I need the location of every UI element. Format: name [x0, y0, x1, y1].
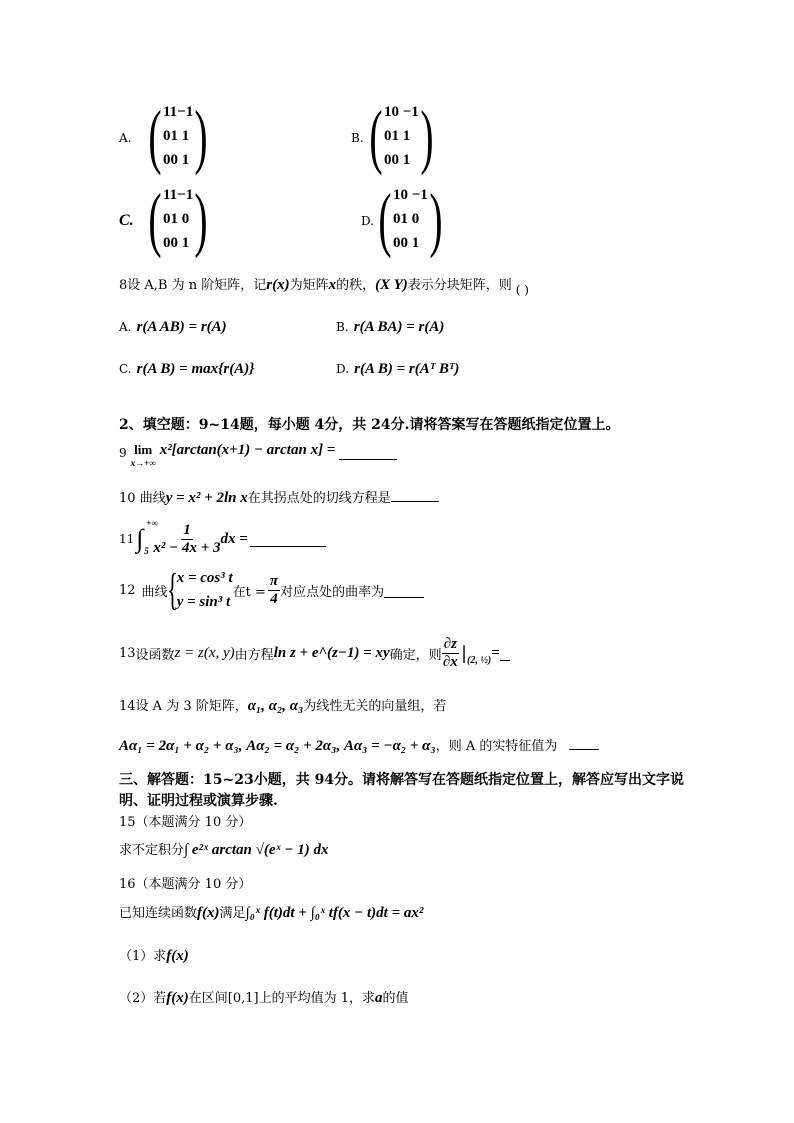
q16-expr: ∫₀ˣ f(t)dt + ∫₀ˣ tf(x − t)dt = ax²: [245, 905, 424, 921]
matrix-row: 00 1: [162, 235, 190, 251]
section-2-heading: 2、填空题：9~14题，每小题 4分，共 24分.请将答案写在答题纸指定位置上。: [119, 417, 620, 433]
q13-text: 确定，则: [389, 647, 442, 663]
q8-answer-paren: ( ): [515, 283, 529, 297]
option-expr: r(A B) = max{r(A)}: [136, 361, 255, 377]
q8-text: 设 A,B 为 n 阶矩阵，记: [127, 278, 267, 293]
q16-body: [119, 902, 423, 922]
q10-number: 10: [119, 491, 136, 506]
q12-number: 12: [119, 582, 136, 598]
q11-number: 11: [119, 532, 135, 546]
q12-text: 在t =: [232, 584, 266, 600]
q16-text: （2）若: [119, 991, 167, 1006]
q13-eval-bar: |: [460, 642, 468, 664]
q16-text: 在区间[0,1]上的平均值为 1，求: [188, 991, 376, 1006]
q13-number: 13: [119, 645, 136, 661]
matrix-row: 11−1: [162, 104, 194, 120]
q7-option-c-label: C.: [119, 212, 134, 229]
q13-equals: =: [491, 644, 500, 661]
matrix-row: 00 1: [162, 152, 190, 168]
q12-brace: {: [166, 565, 178, 614]
q9-expr: x²[arctan(x+1) − arctan x] =: [159, 442, 336, 458]
q16-text: 已知连续函数: [119, 906, 198, 921]
q7-option-d-matrix: ( 10 −1 01 0 00 1 ): [378, 179, 443, 259]
q16-fx: f(x): [166, 990, 189, 1006]
q16-part2: [119, 987, 409, 1007]
q12-fraction: [268, 573, 280, 607]
q14-vectors: α₁, α₂, α₃: [247, 698, 304, 714]
matrix-row: 01 1: [162, 128, 190, 144]
q16-fx: f(x): [197, 905, 220, 921]
q8-rank-expr: r(x): [266, 277, 290, 293]
q15-expr: ∫ e²ˣ arctan √(eˣ − 1) dx: [184, 842, 329, 858]
q8-option-d: [336, 358, 459, 378]
q7-option-b-matrix: ( 10 −1 01 1 00 1 ): [369, 96, 434, 176]
q10-answer-blank[interactable]: [391, 500, 439, 502]
q9-lim-sub: x→+∞: [130, 458, 156, 468]
q8-text: 表示分块矩阵，则: [407, 278, 512, 293]
q15-body: [119, 839, 328, 859]
q9-lim: lim: [134, 442, 153, 457]
q16-fx: f(x): [166, 948, 189, 964]
q16-part1: [119, 945, 189, 965]
q16-text: 满足: [219, 906, 246, 921]
q8-stem: [119, 274, 529, 297]
q8-option-c: [119, 358, 254, 378]
section-3-heading-line2: 明、证明过程或演算步骤.: [119, 793, 278, 809]
option-label: A.: [119, 320, 132, 334]
q14-answer-blank[interactable]: [569, 748, 599, 750]
q14-text: 为线性无关的向量组，若: [303, 699, 447, 714]
q8-number: 8: [119, 278, 128, 293]
q8-block-expr: (X Y): [375, 277, 408, 293]
option-label: C.: [119, 362, 132, 376]
q11-denominator: x² − 4x + 3: [153, 539, 221, 556]
q7-option-b-label: B.: [351, 131, 364, 145]
q12-denominator: 4: [270, 590, 278, 607]
q11-upper-limit: +∞: [146, 518, 158, 528]
q7-option-c-matrix: ( 11−1 01 0 00 1 ): [148, 179, 208, 259]
q13-numerator: ∂z: [443, 636, 457, 652]
q9: [119, 442, 397, 468]
q16-a: a: [375, 990, 383, 1006]
option-expr: r(A B) = r(Aᵀ Bᵀ): [354, 361, 460, 377]
matrix-row: 01 1: [383, 128, 411, 144]
q14-text: 设 A 为 3 阶矩阵，: [135, 699, 248, 714]
q14-text: ，则 A 的实特征值为: [435, 739, 558, 754]
q16-text: 的值: [382, 991, 409, 1006]
q14-line2: [119, 735, 599, 755]
q7-option-a-matrix: ( 11−1 01 1 00 1 ): [148, 96, 208, 176]
matrix-row: 00 1: [383, 152, 411, 168]
q10-text: 在其拐点处的切线方程是: [247, 491, 391, 506]
q11-lower-limit: 5: [144, 546, 149, 556]
q7-option-d-label: D.: [361, 214, 375, 228]
q10-text: 曲线: [139, 491, 166, 506]
q11-numerator: 1: [183, 522, 191, 538]
q13-equation: ln z + e^(z−1) = xy: [273, 644, 390, 661]
q15-header: 15（本题满分 10 分）: [119, 815, 252, 830]
q13-text: 设函数: [135, 647, 175, 663]
q8-option-a: [119, 316, 227, 336]
option-label: D.: [336, 362, 350, 376]
q13-derivative: [442, 636, 459, 670]
q13-answer-blank[interactable]: [500, 659, 510, 661]
q14-line1: [119, 695, 446, 715]
option-expr: r(A AB) = r(A): [136, 319, 227, 335]
option-expr: r(A BA) = r(A): [353, 319, 445, 335]
q11-answer-blank[interactable]: [250, 545, 326, 547]
q15-text: 求不定积分: [119, 843, 185, 858]
matrix-row: 01 0: [162, 211, 190, 227]
q11-integral-sign: ∫ +∞ 5: [136, 518, 158, 556]
matrix-row: 11−1: [162, 187, 194, 203]
q8-option-b: [336, 316, 444, 336]
q14-number: 14: [119, 699, 136, 714]
matrix-row: 00 1: [392, 235, 420, 251]
q9-number: 9: [119, 446, 127, 460]
q9-limit: [131, 442, 156, 468]
matrix-row: 10 −1: [383, 104, 419, 120]
q12-answer-blank[interactable]: [384, 596, 424, 598]
q11-tail: dx =: [220, 530, 248, 547]
q8-text: 为矩阵: [289, 278, 329, 293]
q12-system: [177, 566, 233, 614]
q8-text: 的秩，: [336, 278, 376, 293]
q13: [119, 636, 510, 670]
q10: [119, 487, 439, 507]
q13-denominator: ∂x: [442, 653, 458, 670]
q7-option-a-label: A.: [119, 131, 132, 145]
q11: [119, 518, 326, 556]
matrix-row: 01 0: [392, 211, 420, 227]
q12-numerator: π: [269, 573, 279, 589]
q12-eq2: y = sin³ t: [176, 594, 231, 610]
q12: [119, 566, 424, 614]
q16-header: 16（本题满分 10 分）: [119, 877, 252, 892]
q9-answer-blank[interactable]: [339, 458, 397, 460]
q12-eq1: x = cos³ t: [176, 570, 233, 586]
q10-expr: y = x² + 2ln x: [165, 490, 248, 506]
q12-text: 曲线: [141, 584, 168, 600]
section-3-heading-line1: 三、解答题：15~23小题，共 94分。请将解答写在答题纸指定位置上，解答应写出文字说: [119, 772, 685, 788]
q11-fraction: [153, 522, 220, 556]
q14-equations: Aα₁ = 2α₁ + α₂ + α₃, Aα₂ = α₂ + 2α₃, Aα₃ = −α₂ + α₃: [119, 738, 436, 754]
matrix-row: 10 −1: [392, 187, 428, 203]
q13-eval-point: (2, ½): [467, 654, 492, 666]
q12-text: 对应点处的曲率为: [280, 584, 385, 600]
q16-text: （1）求: [119, 949, 167, 964]
q8-x: x: [328, 277, 337, 293]
q13-z: z = z(x, y): [174, 644, 235, 661]
q13-text: 由方程: [234, 647, 274, 663]
option-label: B.: [336, 320, 349, 334]
